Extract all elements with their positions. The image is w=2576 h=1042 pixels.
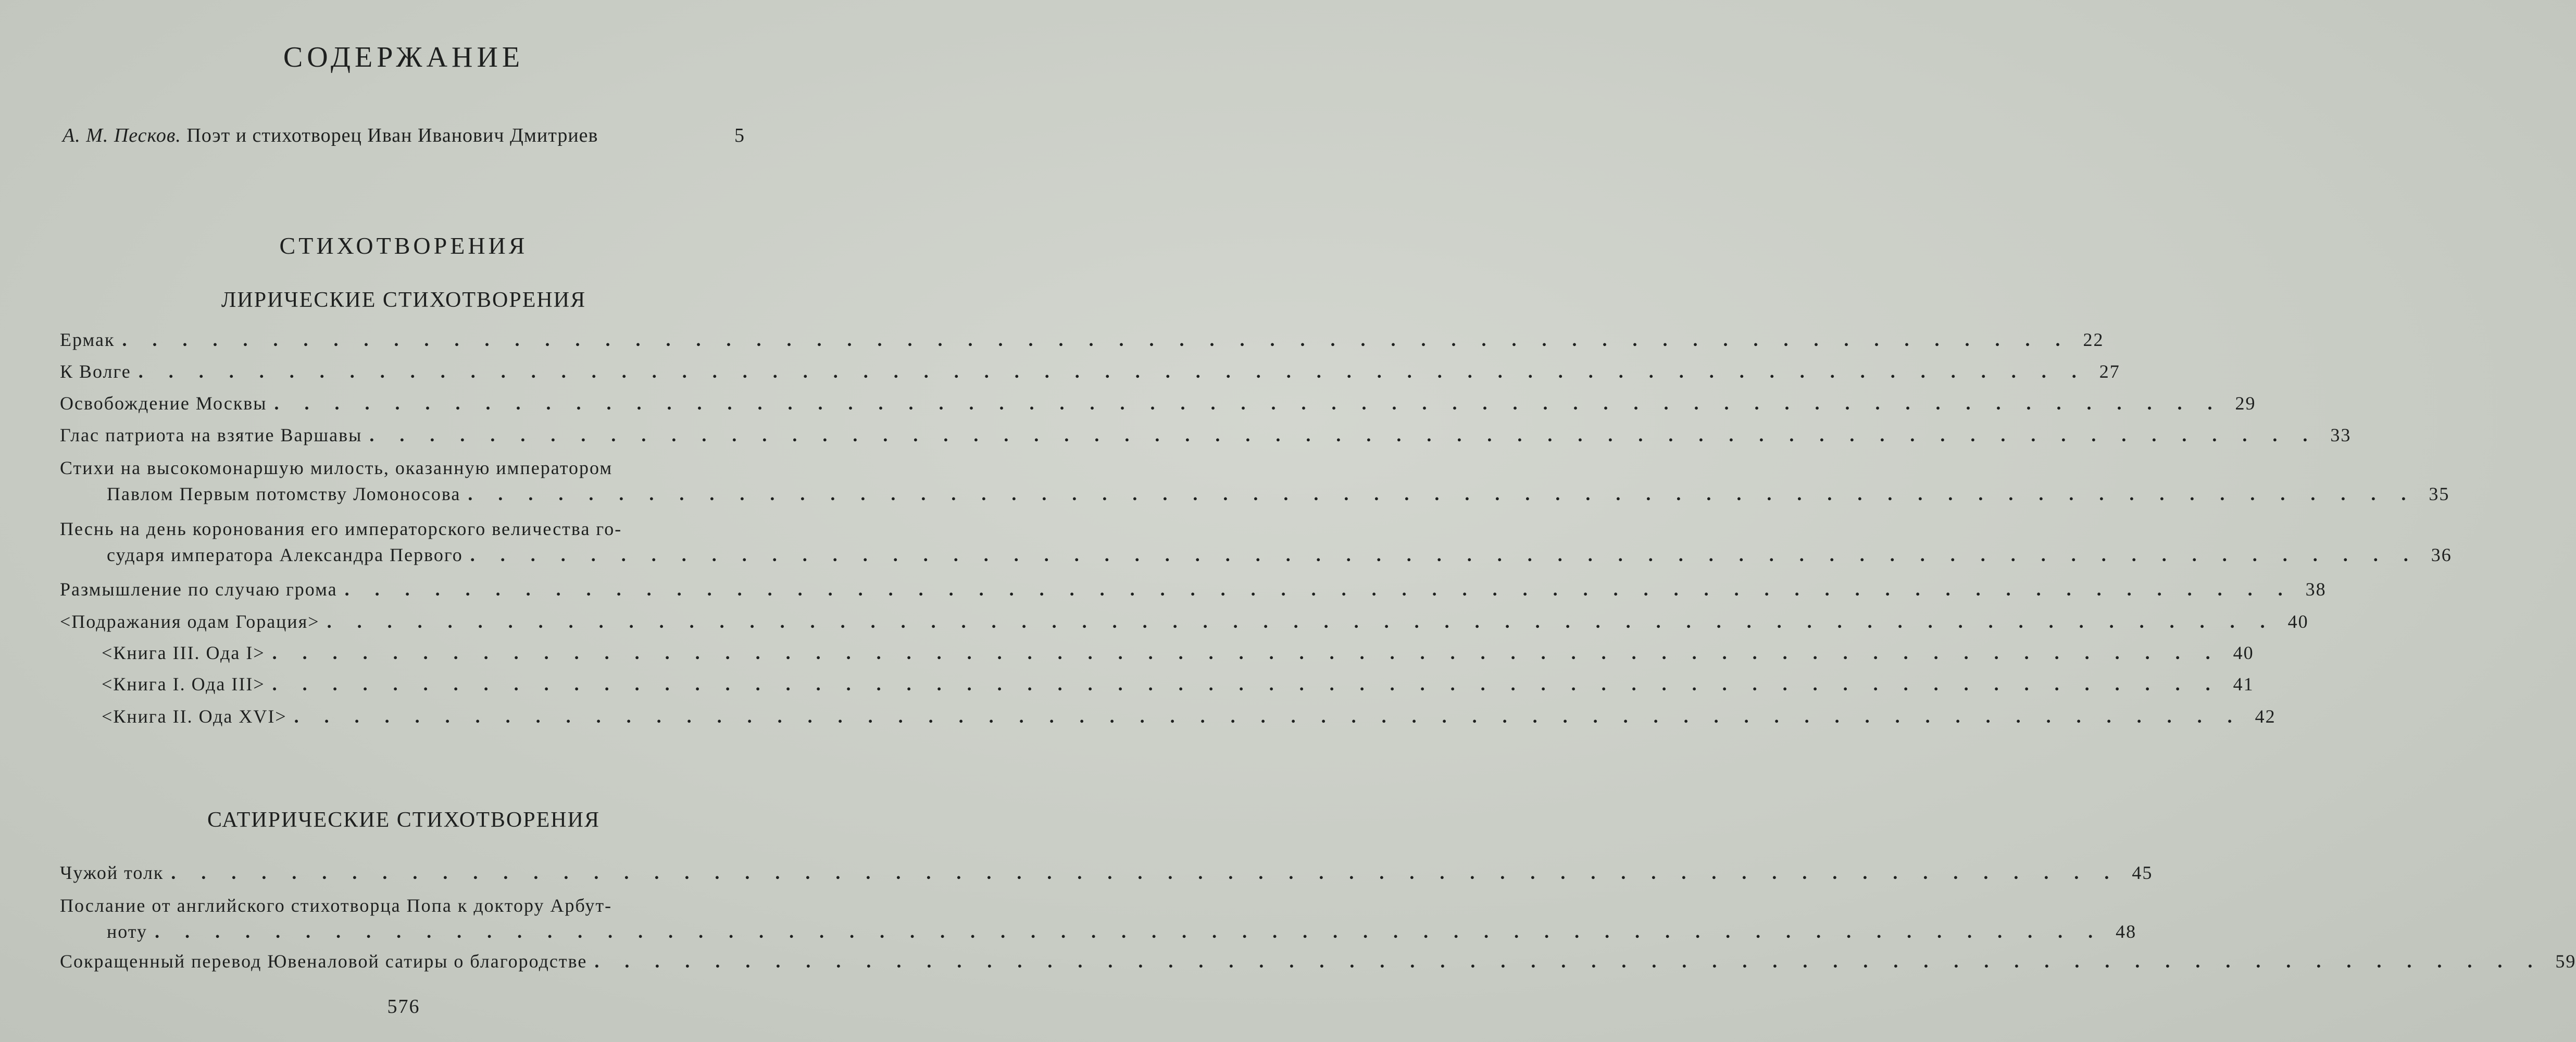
toc-entry-intro — [62, 124, 745, 147]
entry-title: <Подражания одам Горация> — [60, 611, 320, 632]
toc-entry — [60, 892, 2137, 945]
entry-title: ноту — [107, 921, 148, 942]
entry-title: <Книга II. Ода XVI> — [102, 706, 287, 727]
entry-title-line1: Стихи на высокомонаршую милость, оказанную императором — [60, 457, 613, 478]
entry-title-line1: Послание от английского стихотворца Попа к доктору Арбут- — [60, 895, 612, 916]
toc-entry — [60, 455, 2450, 507]
leader-dots — [294, 703, 2243, 729]
toc-entry — [60, 390, 2256, 416]
entry-title-line1: Песнь на день коронования его императорского величества го- — [60, 518, 622, 539]
entry-title: Освобождение Москвы — [60, 393, 267, 414]
entry-page: 29 — [2235, 393, 2256, 414]
entry-title: Сокращенный перевод Ювеналовой сатиры о благородстве — [60, 951, 587, 972]
entry-page: 48 — [2116, 921, 2137, 942]
toc-entry — [60, 327, 2104, 353]
toc-entry — [60, 671, 2254, 697]
entry-page: 40 — [2287, 611, 2309, 632]
entry-title: Глас патриота на взятие Варшавы — [60, 425, 362, 445]
leader-dots — [594, 948, 2543, 974]
toc-entry — [60, 860, 2153, 886]
leader-dots — [274, 390, 2223, 416]
leader-dots — [327, 609, 2275, 635]
entry-page: 42 — [2255, 706, 2276, 727]
entry-title: Павлом Первым потомству Ломоносова — [107, 483, 461, 504]
entry-page: 33 — [2330, 425, 2352, 445]
leader-dots — [139, 358, 2087, 384]
leader-dots — [468, 481, 2416, 507]
toc-entry — [60, 516, 2452, 568]
entry-title: К Волге — [60, 361, 131, 382]
intro-author: А. М. Песков. — [62, 125, 181, 146]
entry-title: Ермак — [60, 329, 115, 350]
leader-dots — [369, 422, 2318, 448]
leader-dots — [470, 542, 2419, 568]
entry-page: 27 — [2099, 361, 2120, 382]
entry-page: 36 — [2431, 544, 2452, 565]
toc-entry — [60, 948, 2576, 974]
entry-title: Размышление по случаю грома — [60, 579, 337, 600]
toc-entry — [60, 703, 2276, 729]
entry-title: сударя императора Александра Первого — [107, 544, 463, 565]
entry-page: 59 — [2555, 951, 2576, 972]
leader-dots — [272, 671, 2221, 697]
leader-dots — [171, 860, 2119, 886]
toc-entry — [60, 576, 2327, 602]
page-title: СОДЕРЖАНИЕ — [283, 41, 524, 73]
toc-entry — [60, 640, 2254, 666]
entry-page: 41 — [2233, 674, 2254, 694]
leader-dots — [345, 576, 2293, 602]
intro-page: 5 — [734, 125, 745, 146]
toc-entry — [60, 422, 2352, 448]
leader-dots — [155, 919, 2103, 945]
entry-page: 35 — [2429, 483, 2450, 504]
toc-entry — [60, 358, 2120, 384]
entry-title: <Книга III. Ода I> — [102, 642, 265, 663]
section-heading: СТИХОТВОРЕНИЯ — [279, 232, 528, 259]
entry-title: <Книга I. Ода III> — [102, 674, 265, 694]
lyric-heading: ЛИРИЧЕСКИЕ СТИХОТВОРЕНИЯ — [221, 288, 586, 312]
leader-dots — [122, 327, 2070, 353]
intro-title: Поэт и стихотворец Иван Иванович Дмитриев — [186, 125, 598, 146]
toc-entry — [60, 609, 2309, 635]
entry-title: Чужой толк — [60, 862, 164, 883]
entry-page: 45 — [2132, 862, 2153, 883]
leader-dots — [272, 640, 2221, 666]
entry-page: 22 — [2083, 329, 2104, 350]
entry-page: 38 — [2305, 579, 2327, 600]
page-number: 576 — [387, 996, 420, 1018]
entry-page: 40 — [2233, 642, 2254, 663]
satiric-heading: САТИРИЧЕСКИЕ СТИХОТВОРЕНИЯ — [207, 808, 600, 832]
